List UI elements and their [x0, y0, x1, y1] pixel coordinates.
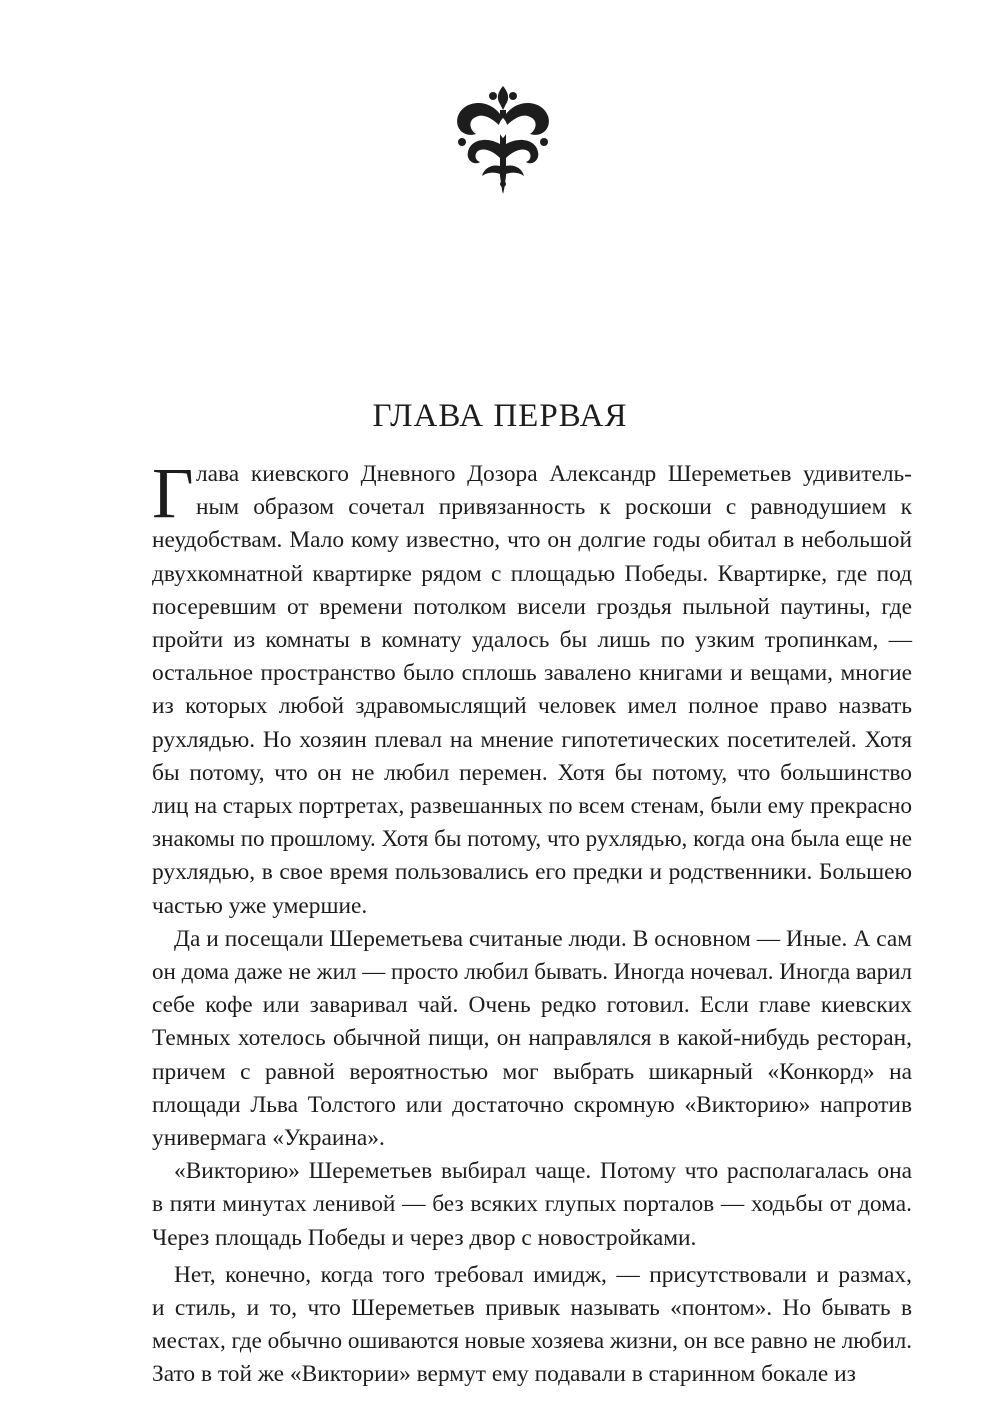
text-line: лиц на старых портретах, развешанных по всем стенам, были ему прекрасно	[152, 793, 913, 820]
paragraph-2	[152, 923, 912, 1155]
text-line: пройти из комнаты в комнату удалось бы лишь по узким тропинкам, —	[152, 627, 912, 654]
text-line: Темных хотелось обычной пищи, он направлялся в какой-нибудь ресторан,	[152, 1025, 912, 1052]
text-line: и стиль, и то, что Шереметьев привык называть «понтом». Но бывать в	[152, 1295, 913, 1322]
paragraph-1	[152, 453, 913, 923]
text-line: лава киевского Дневного Дозора Александр Шереметьев удивитель-	[196, 461, 912, 487]
chapter-body	[152, 453, 913, 1392]
text-line: знакомы по прошлому. Хотя бы потому, что рухлядью, когда она была еще не	[152, 826, 913, 853]
text-line: универмага «Украина».	[152, 1125, 385, 1152]
floral-ornament-icon	[448, 80, 558, 200]
text-line: остальное пространство было сплошь завалено книгами и вещами, многие	[152, 660, 912, 687]
text-line: из которых любой здравомыслящий человек имел полное право назвать	[152, 693, 913, 720]
text-line: Зато в той же «Виктории» вермут ему подавали в старинном бокале из	[152, 1361, 856, 1388]
text-line: себе кофе или заваривал чай. Очень редко готовил. Если главе киевских	[152, 992, 912, 1019]
text-line: двухкомнатной квартирке рядом с площадью Победы. Квартирке, где под	[152, 560, 913, 587]
text-line: Нет, конечно, когда того требовал имидж, — присутствовали и размах,	[174, 1261, 912, 1288]
paragraph-3	[152, 1155, 912, 1255]
text-line: неудобствам. Мало кому известно, что он долгие годы обитал в небольшой	[152, 527, 913, 554]
text-line: Через площадь Победы и через двор с новостройками.	[152, 1224, 697, 1251]
text-line: ным образом сочетал привязанность к роскоши с равнодушием к	[196, 494, 913, 521]
text-line: бы потому, что он не любил перемен. Хотя бы потому, что большинство	[152, 759, 912, 786]
text-line: частью уже умершие.	[152, 892, 368, 919]
text-line: в пяти минутах ленивой — без всяких глупых порталов — ходьбы от дома.	[152, 1191, 912, 1218]
paragraph-4	[152, 1259, 912, 1392]
chapter-title: ГЛАВА ПЕРВАЯ	[372, 398, 628, 434]
text-line: «Викторию» Шереметьев выбирал чаще. Потому что располагалась она	[174, 1158, 912, 1185]
text-line: причем с равной вероятностью мог выбрать шикарный «Конкорд» на	[152, 1058, 912, 1085]
text-line: посеревшим от времени потолком висели гроздья пыльной паутины, где	[152, 593, 913, 620]
text-line: рухлядью, в свое время пользовались его предки и родственники. Большею	[152, 859, 913, 886]
text-line: рухлядью. Но хозяин плевал на мнение гипотетических посетителей. Хотя	[152, 726, 912, 753]
text-line: площади Льва Толстого или достаточно скромную «Викторию» напротив	[152, 1091, 912, 1118]
text-line: местах, где обычно ошиваются новые хозяева жизни, он все равно не любил.	[152, 1328, 913, 1355]
drop-cap: Г	[152, 453, 194, 533]
text-line: Да и посещали Шереметьева считаные люди. В основном — Иные. А сам	[174, 925, 913, 952]
text-line: он дома даже не жил — просто любил бывать. Иногда ночевал. Иногда варил	[152, 959, 912, 986]
